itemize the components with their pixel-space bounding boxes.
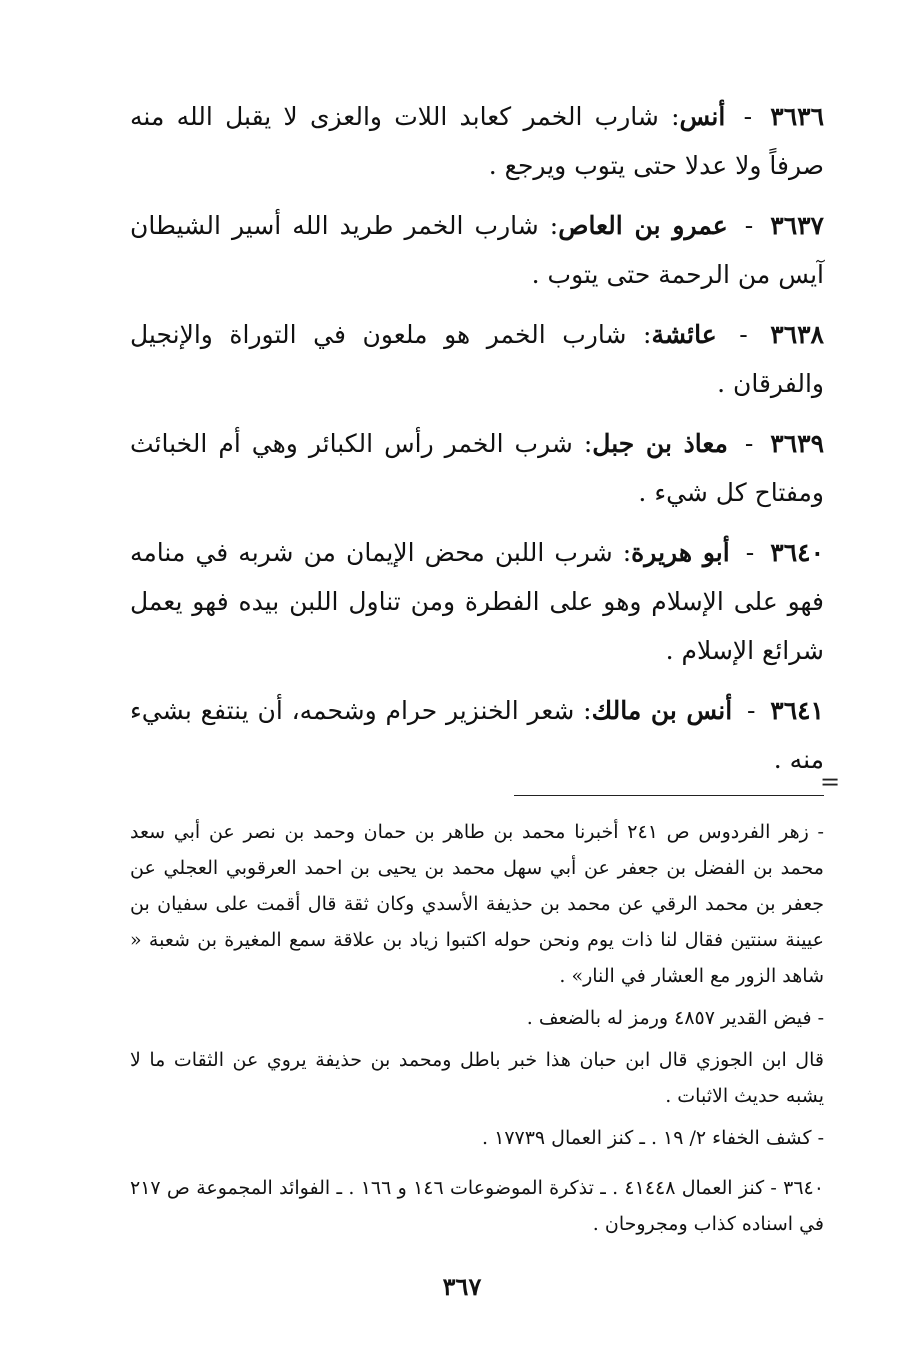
entry-narrator: أنس بن مالك xyxy=(591,696,733,725)
continuation-mark: = xyxy=(820,768,841,796)
entry-number: ٣٦٤٠ xyxy=(770,538,825,567)
hadith-entry: ٣٦٣٩ - معاذ بن جبل: شرب الخمر رأس الكبائر وهي أم الخبائث ومفتاح كل شيء . xyxy=(130,429,825,507)
hadith-entry: ٣٦٣٨ - عائشة: شارب الخمر هو ملعون في التوراة والإنجيل والفرقان . xyxy=(130,320,824,398)
entry-text: شرب الخمر رأس الكبائر وهي أم الخبائث ومفتاح كل شيء . xyxy=(130,429,824,507)
hadith-entry: ٣٦٣٧ - عمرو بن العاص: شارب الخمر طريد الله أسير الشيطان آيس من الرحمة حتى يتوب . xyxy=(130,211,824,289)
entry-number: ٣٦٣٨ xyxy=(770,320,824,349)
hadith-entry: ٣٦٤١ - أنس بن مالك: شعر الخنزير حرام وشحمه، أن ينتفع بشيء منه . xyxy=(130,696,824,774)
hadith-entry: ٣٦٤٠ - أبو هريرة: شرب اللبن محض الإيمان من شربه في منامه فهو على الإسلام وهو على الفطرة ومن تناول اللبن بيده فهو يعمل شرائع الإسلام . xyxy=(130,538,825,665)
footnote: - كشف الخفاء ٢/ ١٩ . ـ كنز العمال ١٧٧٣٩ . xyxy=(482,1127,824,1149)
page-number: ٣٦٧ xyxy=(442,1272,482,1301)
footnote: قال ابن الجوزي قال ابن حبان هذا خبر باطل ومحمد بن حذيفة يروي عن الثقات ما لا يشبه حديث الاثبات . xyxy=(130,1049,824,1107)
entry-number: ٣٦٣٩ xyxy=(770,429,825,458)
entry-number: ٣٦٣٦ xyxy=(770,102,824,131)
entry-number: ٣٦٤١ xyxy=(770,696,824,725)
footnote: ٣٦٤٠ - كنز العمال ٤١٤٤٨ . ـ تذكرة الموضوعات ١٤٦ و ١٦٦ . ـ الفوائد المجموعة ص ٢١٧ في اسناده كذاب ومجروحان . xyxy=(130,1177,824,1235)
entry-text: شارب الخمر كعابد اللات والعزى لا يقبل الله منه صرفاً ولا عدلا حتى يتوب ويرجع . xyxy=(130,102,824,180)
footnote: - زهر الفردوس ص ٢٤١ أخبرنا محمد بن طاهر بن حمان وحمد بن نصر عن أبي سعد محمد بن الفضل بن جعفر عن أبي سهل محمد بن يحيى بن احمد العرقوبي العجلي عن جعفر بن محمد الرقي عن محمد بن حذيفة الأسدي وكان ثقة قال أقمت على سفيان بن عيينة سنتين فقال لنا ذات يوم ونحن حوله اكتبوا زياد بن علاقة سمع المغيرة بن شعبة « شاهد الزور مع العشار في النار» . xyxy=(130,821,824,987)
footnotes xyxy=(130,814,824,1242)
entry-text: شعر الخنزير حرام وشحمه، أن ينتفع بشيء منه . xyxy=(130,696,824,774)
entry-narrator: معاذ بن جبل xyxy=(592,429,728,458)
footnote-separator xyxy=(514,795,824,796)
entry-number: ٣٦٣٧ xyxy=(770,211,824,240)
entry-text: شارب الخمر طريد الله أسير الشيطان آيس من الرحمة حتى يتوب . xyxy=(130,211,824,289)
footnote: - فيض القدير ٤٨٥٧ ورمز له بالضعف . xyxy=(526,1007,824,1029)
entry-narrator: عمرو بن العاص xyxy=(558,211,728,240)
entry-narrator: أبو هريرة xyxy=(631,538,730,567)
entry-text: شرب اللبن محض الإيمان من شربه في منامه فهو على الإسلام وهو على الفطرة ومن تناول اللبن بيده فهو يعمل شرائع الإسلام . xyxy=(130,538,824,665)
hadith-entry: ٣٦٣٦ - أنس: شارب الخمر كعابد اللات والعزى لا يقبل الله منه صرفاً ولا عدلا حتى يتوب ويرجع . xyxy=(130,102,824,180)
entry-narrator: عائشة xyxy=(651,320,717,349)
page-body xyxy=(130,92,824,1248)
entry-text: شارب الخمر هو ملعون في التوراة والإنجيل والفرقان . xyxy=(130,320,824,398)
entry-narrator: أنس xyxy=(679,102,726,131)
